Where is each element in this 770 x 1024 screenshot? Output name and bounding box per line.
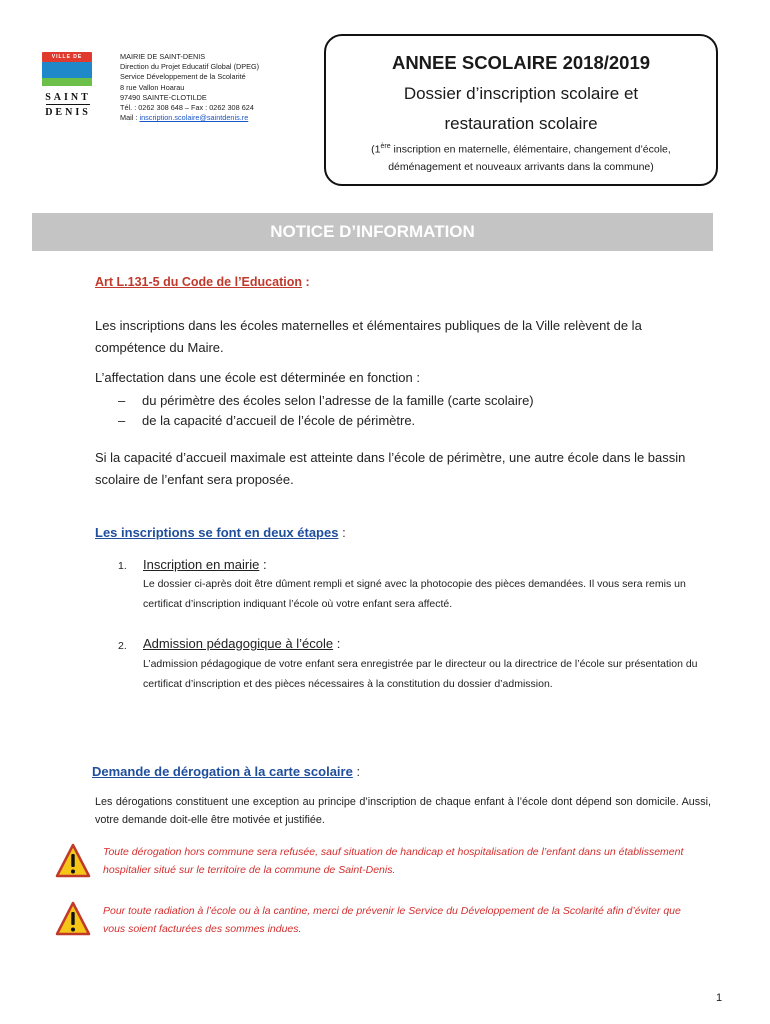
mail-label: Mail : xyxy=(120,113,140,123)
title-subtitle-line2: restauration scolaire xyxy=(444,114,598,133)
title-subtitle-line1: Dossier d’inscription scolaire et xyxy=(403,84,639,103)
paragraph-capacity: Si la capacité d’accueil maximale est atteinte dans l’école de périmètre, une autre école dans le bassin scolaire de l’enfant sera proposée. xyxy=(95,450,686,487)
step-number: 2. xyxy=(118,640,127,652)
title-box xyxy=(324,34,718,186)
derogation-heading-text: Demande de dérogation à la carte scolaire xyxy=(92,764,353,779)
mairie-mail-line xyxy=(120,113,259,123)
logo-text-denis: DENIS xyxy=(45,107,91,118)
derogation-heading-colon: : xyxy=(352,764,361,779)
logo-divider xyxy=(46,104,90,105)
paragraph-competence: Les inscriptions dans les écoles maternelles et élémentaires publiques de la Ville relèvent de la compétence du Maire. xyxy=(95,318,642,355)
article-colon: : xyxy=(301,275,310,289)
saint-denis-logo xyxy=(40,52,96,124)
list-item: – de la capacité d’accueil de l’école de périmètre. xyxy=(118,411,718,431)
steps-heading-text: Les inscriptions se font en deux étapes xyxy=(95,525,339,540)
article-ref-text: Art L.131-5 du Code de l’Education xyxy=(95,275,302,289)
warning-icon xyxy=(55,901,91,937)
steps-heading-colon: : xyxy=(338,525,346,540)
mairie-line: 97490 SAINTE-CLOTILDE xyxy=(120,92,207,102)
title-note-line1 xyxy=(326,143,716,156)
warning-text: Toute dérogation hors commune sera refusée, sauf situation de handicap et hospitalisation de l’enfant dans un établissement hospitalier situé sur le territoire de la commune de Saint-Denis. xyxy=(103,846,684,876)
step-title-text: Inscription en mairie xyxy=(143,557,260,572)
affectation-criteria-list xyxy=(118,391,718,431)
step-title xyxy=(143,557,267,572)
mairie-contact-block xyxy=(120,52,259,123)
derogation-heading xyxy=(92,764,360,779)
mairie-line: MAIRIE DE SAINT-DENIS xyxy=(120,52,206,61)
note-open: (1 xyxy=(371,143,381,156)
step-title-colon: : xyxy=(259,557,267,572)
logo-landscape xyxy=(42,62,92,86)
mail-link[interactable]: inscription.scolaire@saintdenis.re xyxy=(139,113,249,123)
mairie-line: 8 rue Vallon Hoarau xyxy=(120,82,185,92)
derogation-paragraph: Les dérogations constituent une exception au principe d’inscription de chaque enfant à l’école dont dépend son domicile. Aussi, votre demande doit-elle être motivée et justifiée. xyxy=(95,796,711,826)
logo-text-saint: SAINT xyxy=(45,92,91,103)
paragraph-affectation: L’affectation dans une école est déterminée en fonction : xyxy=(95,370,420,385)
mairie-line: Direction du Projet Educatif Global (DPEG) xyxy=(120,62,260,72)
step-number: 1. xyxy=(118,560,127,572)
mairie-line: Service Développement de la Scolarité xyxy=(120,72,246,82)
step-description: Le dossier ci-après doit être dûment rempli et signé avec la photocopie des pièces demandées. Il vous sera remis un certificat d’inscription indiquant l’école où votre enfant sera affecté. xyxy=(143,578,686,610)
note-sup: ère xyxy=(380,143,391,150)
step-title xyxy=(143,636,340,651)
title-note-line2: déménagement et nouveaux arrivants dans la commune) xyxy=(388,161,654,173)
page-number: 1 xyxy=(716,992,723,1004)
warning-text: Pour toute radiation à l’école ou à la cantine, merci de prévenir le Service du Développement de la Scolarité afin d’éviter que vous soient facturées des sommes indues. xyxy=(103,905,681,935)
steps-heading xyxy=(95,525,346,540)
note-rest: inscription en maternelle, élémentaire, changement d’école, xyxy=(390,143,671,156)
mairie-line: Tél. : 0262 308 648 – Fax : 0262 308 624 xyxy=(120,103,254,113)
notice-banner: NOTICE D’INFORMATION xyxy=(32,213,713,251)
logo-banner: VILLE DE xyxy=(42,52,92,62)
school-year-title: ANNEE SCOLAIRE 2018/2019 xyxy=(391,52,651,73)
step-title-text: Admission pédagogique à l’école xyxy=(143,636,334,651)
article-reference xyxy=(95,275,310,289)
warning-icon xyxy=(55,843,91,879)
step-title-colon: : xyxy=(333,636,341,651)
step-description: L’admission pédagogique de votre enfant sera enregistrée par le directeur ou la directrice de l’école sur présentation du certificat d’inscription et des pièces nécessaires à la constitution du dossier d’admission. xyxy=(143,658,698,690)
list-item: – du périmètre des écoles selon l’adresse de la famille (carte scolaire) xyxy=(118,391,718,411)
